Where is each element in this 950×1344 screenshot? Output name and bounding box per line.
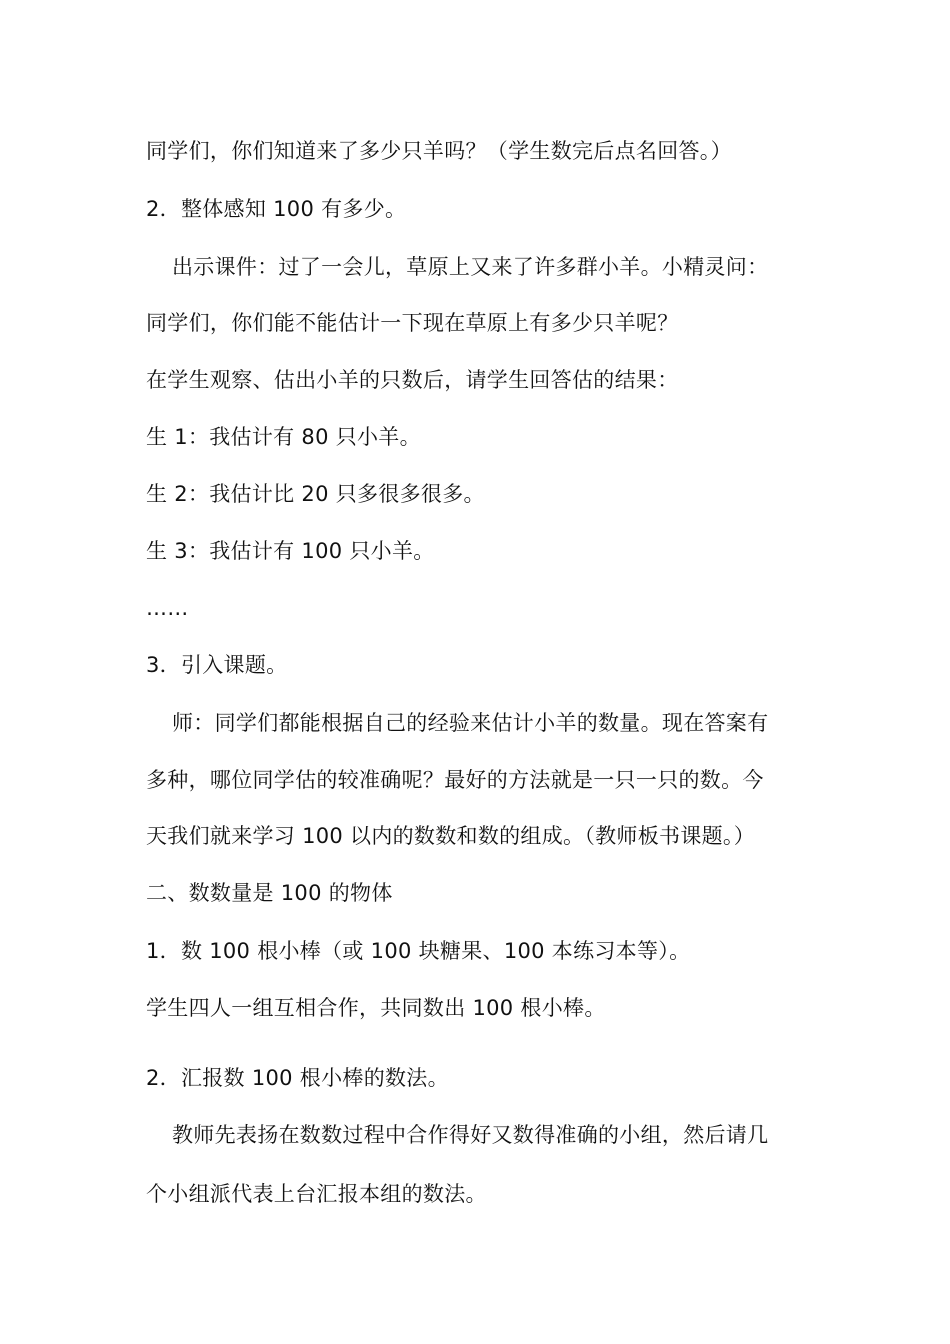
text-line: 个小组派代表上台汇报本组的数法。 [146,1182,487,1206]
text-line: 师：同学们都能根据自己的经验来估计小羊的数量。现在答案有 [172,711,769,735]
text-line: 同学们，你们知道来了多少只羊吗？（学生数完后点名回答。） [146,139,732,163]
text-line: 2．汇报数 100 根小棒的数法。 [146,1066,449,1090]
text-line: 学生四人一组互相合作，共同数出 100 根小棒。 [146,996,606,1020]
text-line: 天我们就来学习 100 以内的数数和数的组成。（教师板书课题。） [146,824,756,848]
text-line: 1．数 100 根小棒（或 100 块糖果、100 本练习本等）。 [146,939,691,963]
section-heading: 二、数数量是 100 的物体 [146,881,393,905]
text-line: 多种，哪位同学估的较准确呢？最好的方法就是一只一只的数。今 [146,768,764,792]
text-line: 同学们，你们能不能估计一下现在草原上有多少只羊呢？ [146,311,679,335]
text-line: 生 3：我估计有 100 只小羊。 [146,539,435,563]
text-line: 生 1：我估计有 80 只小羊。 [146,425,421,449]
text-line: 2．整体感知 100 有多少。 [146,197,407,221]
text-line: 生 2：我估计比 20 只多很多很多。 [146,482,485,506]
text-line: 出示课件：过了一会儿，草原上又来了许多群小羊。小精灵问： [172,255,769,279]
text-line: 3．引入课题。 [146,653,288,677]
text-line: 在学生观察、估出小羊的只数后，请学生回答估的结果： [146,368,679,392]
text-line: …… [146,596,189,620]
text-line: 教师先表扬在数数过程中合作得好又数得准确的小组，然后请几 [172,1123,769,1147]
